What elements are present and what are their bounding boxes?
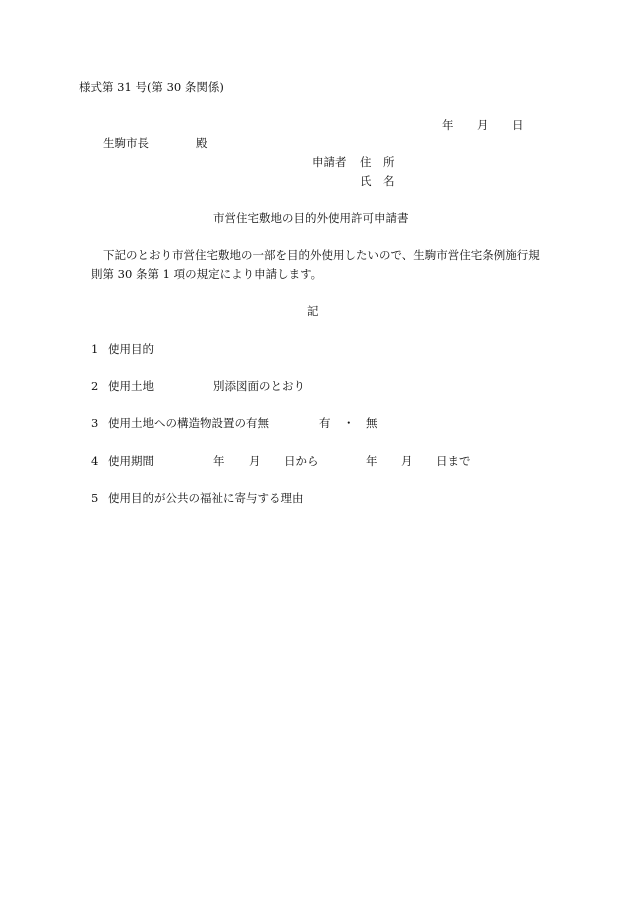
item-4-to-year: 年: [366, 454, 378, 468]
item-3-no: 無: [366, 416, 378, 430]
item-1-label: 使用目的: [108, 342, 154, 356]
item-3-label: 使用土地への構造物設置の有無: [108, 416, 269, 430]
date-month: 月: [477, 118, 489, 132]
document-title: 市営住宅敷地の目的外使用許可申請書: [213, 211, 409, 225]
form-number: 様式第 31 号(第 30 条関係): [79, 80, 224, 94]
ki-heading: 記: [307, 304, 319, 318]
item-4-label: 使用期間: [108, 454, 154, 468]
applicant-address-label: 住 所: [360, 155, 395, 169]
addressee-name: 生駒市長: [103, 136, 149, 150]
item-4-to-day: 日まで: [436, 454, 471, 468]
item-5-number: 5: [91, 491, 99, 505]
addressee-honorific: 殿: [196, 136, 208, 150]
item-3-dot: ・: [343, 416, 355, 430]
item-4-to-month: 月: [401, 454, 413, 468]
item-4-number: 4: [91, 454, 99, 468]
item-2-label: 使用土地: [108, 379, 154, 393]
applicant-name-label: 氏 名: [360, 174, 395, 188]
item-2-value: 別添図面のとおり: [213, 379, 305, 393]
applicant-label: 申請者: [312, 155, 347, 169]
item-5-label: 使用目的が公共の福祉に寄与する理由: [108, 491, 304, 505]
body-line-1: 下記のとおり市営住宅敷地の一部を目的外使用したいので、生駒市営住宅条例施行規: [103, 248, 540, 262]
item-3-number: 3: [91, 416, 99, 430]
item-1-number: 1: [91, 342, 99, 356]
item-4-from-month: 月: [249, 454, 261, 468]
item-3-yes: 有: [319, 416, 331, 430]
date-day: 日: [512, 118, 524, 132]
item-4-from-day: 日から: [284, 454, 319, 468]
date-year: 年: [442, 118, 454, 132]
item-4-from-year: 年: [213, 454, 225, 468]
body-line-2: 則第 30 条第 1 項の規定により申請します。: [91, 267, 323, 281]
item-2-number: 2: [91, 379, 99, 393]
